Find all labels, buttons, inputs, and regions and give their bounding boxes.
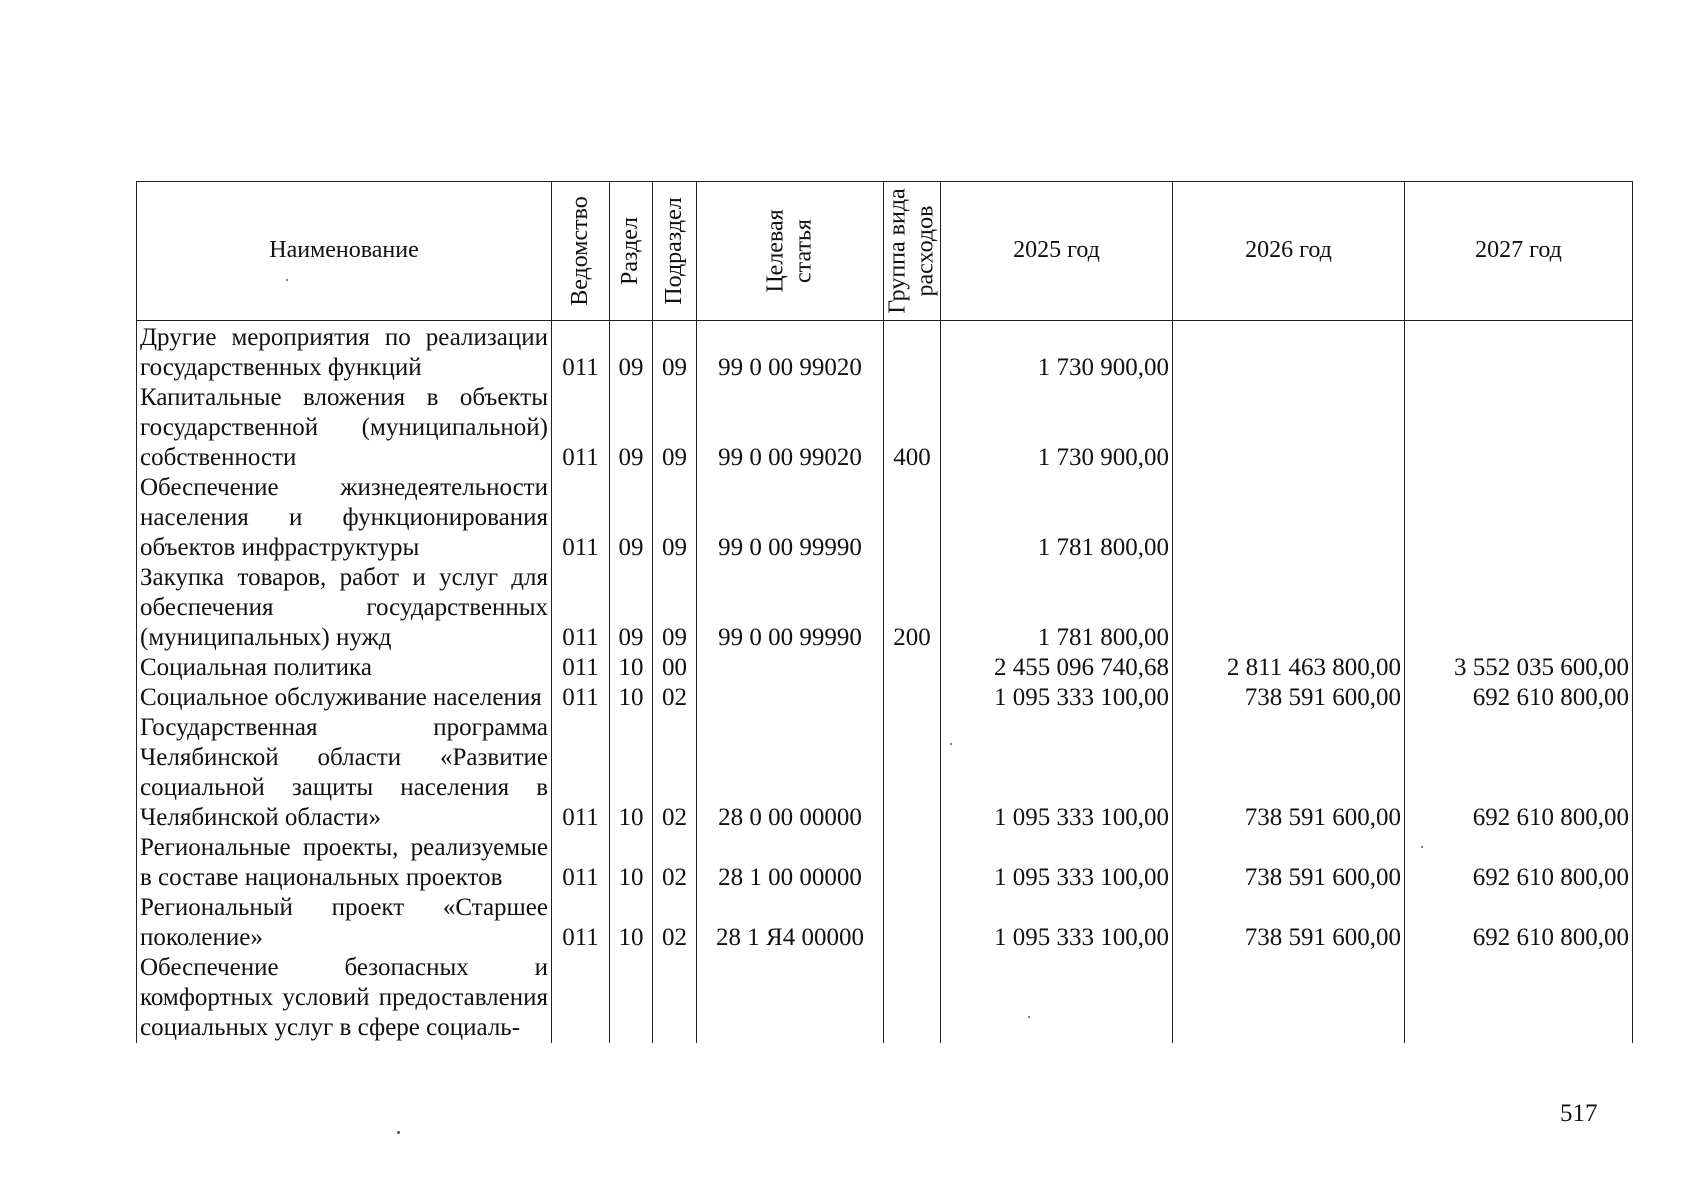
col-header-2027: 2027 год [1405,182,1633,321]
cell-group [884,893,941,953]
cell-2026 [1173,953,1405,1043]
cell-2026: 738 591 600,00 [1173,833,1405,893]
cell-2026: 2 811 463 800,00 [1173,653,1405,683]
cell-2027: 692 610 800,00 [1405,893,1633,953]
cell-name: Социальное обслуживание населения [137,683,552,713]
cell-section: 10 [610,713,653,833]
scan-speck [950,743,952,745]
cell-target [697,653,884,683]
cell-group [884,713,941,833]
col-header-dept-label: Ведомство [566,196,593,306]
table-header [137,182,1633,321]
budget-table [136,181,1633,1043]
col-header-section [610,182,653,321]
cell-2026: 738 591 600,00 [1173,893,1405,953]
cell-dept: 011 [552,473,610,563]
cell-target: 28 1 Я4 00000 [697,893,884,953]
cell-2025: 1 781 800,00 [941,473,1173,563]
col-header-group-label [884,188,939,313]
cell-2027 [1405,563,1633,653]
cell-2025: 1 095 333 100,00 [941,683,1173,713]
cell-group [884,653,941,683]
cell-group [884,473,941,563]
cell-2026: 738 591 600,00 [1173,683,1405,713]
table-row [137,653,1633,683]
table-row [137,893,1633,953]
cell-section: 10 [610,833,653,893]
cell-2025: 1 781 800,00 [941,563,1173,653]
cell-2027: 692 610 800,00 [1405,683,1633,713]
cell-subsection: 00 [653,653,697,683]
cell-2025: 1 095 333 100,00 [941,893,1173,953]
cell-subsection: 09 [653,321,697,384]
cell-dept: 011 [552,383,610,473]
cell-subsection [653,953,697,1043]
col-header-subsection-label: Подраздел [660,197,687,305]
scan-speck [1421,846,1423,848]
cell-dept: 011 [552,321,610,384]
cell-target [697,953,884,1043]
cell-name: Обеспечение жизнедеятельности населения и функционирования объектов инфраструктуры [137,473,552,563]
cell-2026 [1173,383,1405,473]
cell-2025: 1 095 333 100,00 [941,713,1173,833]
table-body [137,321,1633,1044]
cell-2027 [1405,953,1633,1043]
cell-2027 [1405,473,1633,563]
cell-section: 09 [610,321,653,384]
cell-name: Обеспечение безопасных и комфортных условий предоставления социальных услуг в сфере социаль- [137,953,552,1043]
cell-2027: 692 610 800,00 [1405,833,1633,893]
cell-name: Социальная политика [137,653,552,683]
table-row [137,953,1633,1043]
col-header-section-label: Раздел [617,217,644,285]
table-row [137,321,1633,384]
cell-dept: 011 [552,833,610,893]
cell-section: 09 [610,383,653,473]
scan-speck [1028,1016,1030,1018]
cell-group [884,953,941,1043]
cell-2026 [1173,563,1405,653]
table-row [137,563,1633,653]
cell-subsection: 02 [653,833,697,893]
cell-name: Закупка товаров, работ и услуг для обеспечения государственных (муниципальных) нужд [137,563,552,653]
cell-subsection: 09 [653,473,697,563]
cell-2025: 1 095 333 100,00 [941,833,1173,893]
cell-group: 400 [884,383,941,473]
cell-section: 10 [610,893,653,953]
cell-2025: 1 730 900,00 [941,383,1173,473]
cell-dept: 011 [552,713,610,833]
cell-name: Другие мероприятия по реализации государственных функций [137,321,552,384]
cell-2026: 738 591 600,00 [1173,713,1405,833]
cell-2025: 2 455 096 740,68 [941,653,1173,683]
cell-2026 [1173,473,1405,563]
cell-section: 10 [610,683,653,713]
cell-dept: 011 [552,893,610,953]
page-number: 517 [1560,1100,1598,1127]
cell-2027: 692 610 800,00 [1405,713,1633,833]
col-header-target-label [762,209,817,292]
cell-section: 09 [610,563,653,653]
scan-speck [286,279,288,281]
cell-target: 28 1 00 00000 [697,833,884,893]
cell-name: Государственная программа Челябинской области «Развитие социальной защиты населения в Челябинской области» [137,713,552,833]
col-header-subsection [653,182,697,321]
cell-target [697,683,884,713]
cell-group [884,683,941,713]
cell-target: 99 0 00 99020 [697,321,884,384]
cell-2027: 3 552 035 600,00 [1405,653,1633,683]
cell-subsection: 02 [653,893,697,953]
cell-2027 [1405,383,1633,473]
cell-name: Региональный проект «Старшее поколение» [137,893,552,953]
cell-2025 [941,953,1173,1043]
cell-target: 99 0 00 99990 [697,473,884,563]
cell-2026 [1173,321,1405,384]
cell-2027 [1405,321,1633,384]
cell-section [610,953,653,1043]
cell-section: 09 [610,473,653,563]
cell-subsection: 09 [653,383,697,473]
cell-group [884,321,941,384]
cell-dept: 011 [552,653,610,683]
cell-2025: 1 730 900,00 [941,321,1173,384]
table-row [137,683,1633,713]
cell-group [884,833,941,893]
col-header-group [884,182,941,321]
col-header-group-line2: расходов [912,205,938,297]
cell-target: 99 0 00 99020 [697,383,884,473]
cell-name: Региональные проекты, реализуемые в составе национальных проектов [137,833,552,893]
table-row [137,383,1633,473]
cell-subsection: 09 [653,563,697,653]
cell-dept: 011 [552,563,610,653]
table-row [137,833,1633,893]
table-row [137,713,1633,833]
scan-speck [397,1131,400,1134]
col-header-target [697,182,884,321]
col-header-group-line1: Группа вида [884,188,911,314]
cell-target: 28 0 00 00000 [697,713,884,833]
col-header-2026: 2026 год [1173,182,1405,321]
col-header-target-line2: статья [790,219,816,283]
cell-dept [552,953,610,1043]
cell-subsection: 02 [653,713,697,833]
cell-target: 99 0 00 99990 [697,563,884,653]
col-header-target-line1: Целевая [762,209,789,293]
cell-name: Капитальные вложения в объекты государственной (муниципальной) собственности [137,383,552,473]
cell-group: 200 [884,563,941,653]
table-row [137,473,1633,563]
col-header-dept [552,182,610,321]
col-header-2025: 2025 год [941,182,1173,321]
cell-section: 10 [610,653,653,683]
col-header-name: Наименование [137,182,552,321]
cell-subsection: 02 [653,683,697,713]
cell-dept: 011 [552,683,610,713]
